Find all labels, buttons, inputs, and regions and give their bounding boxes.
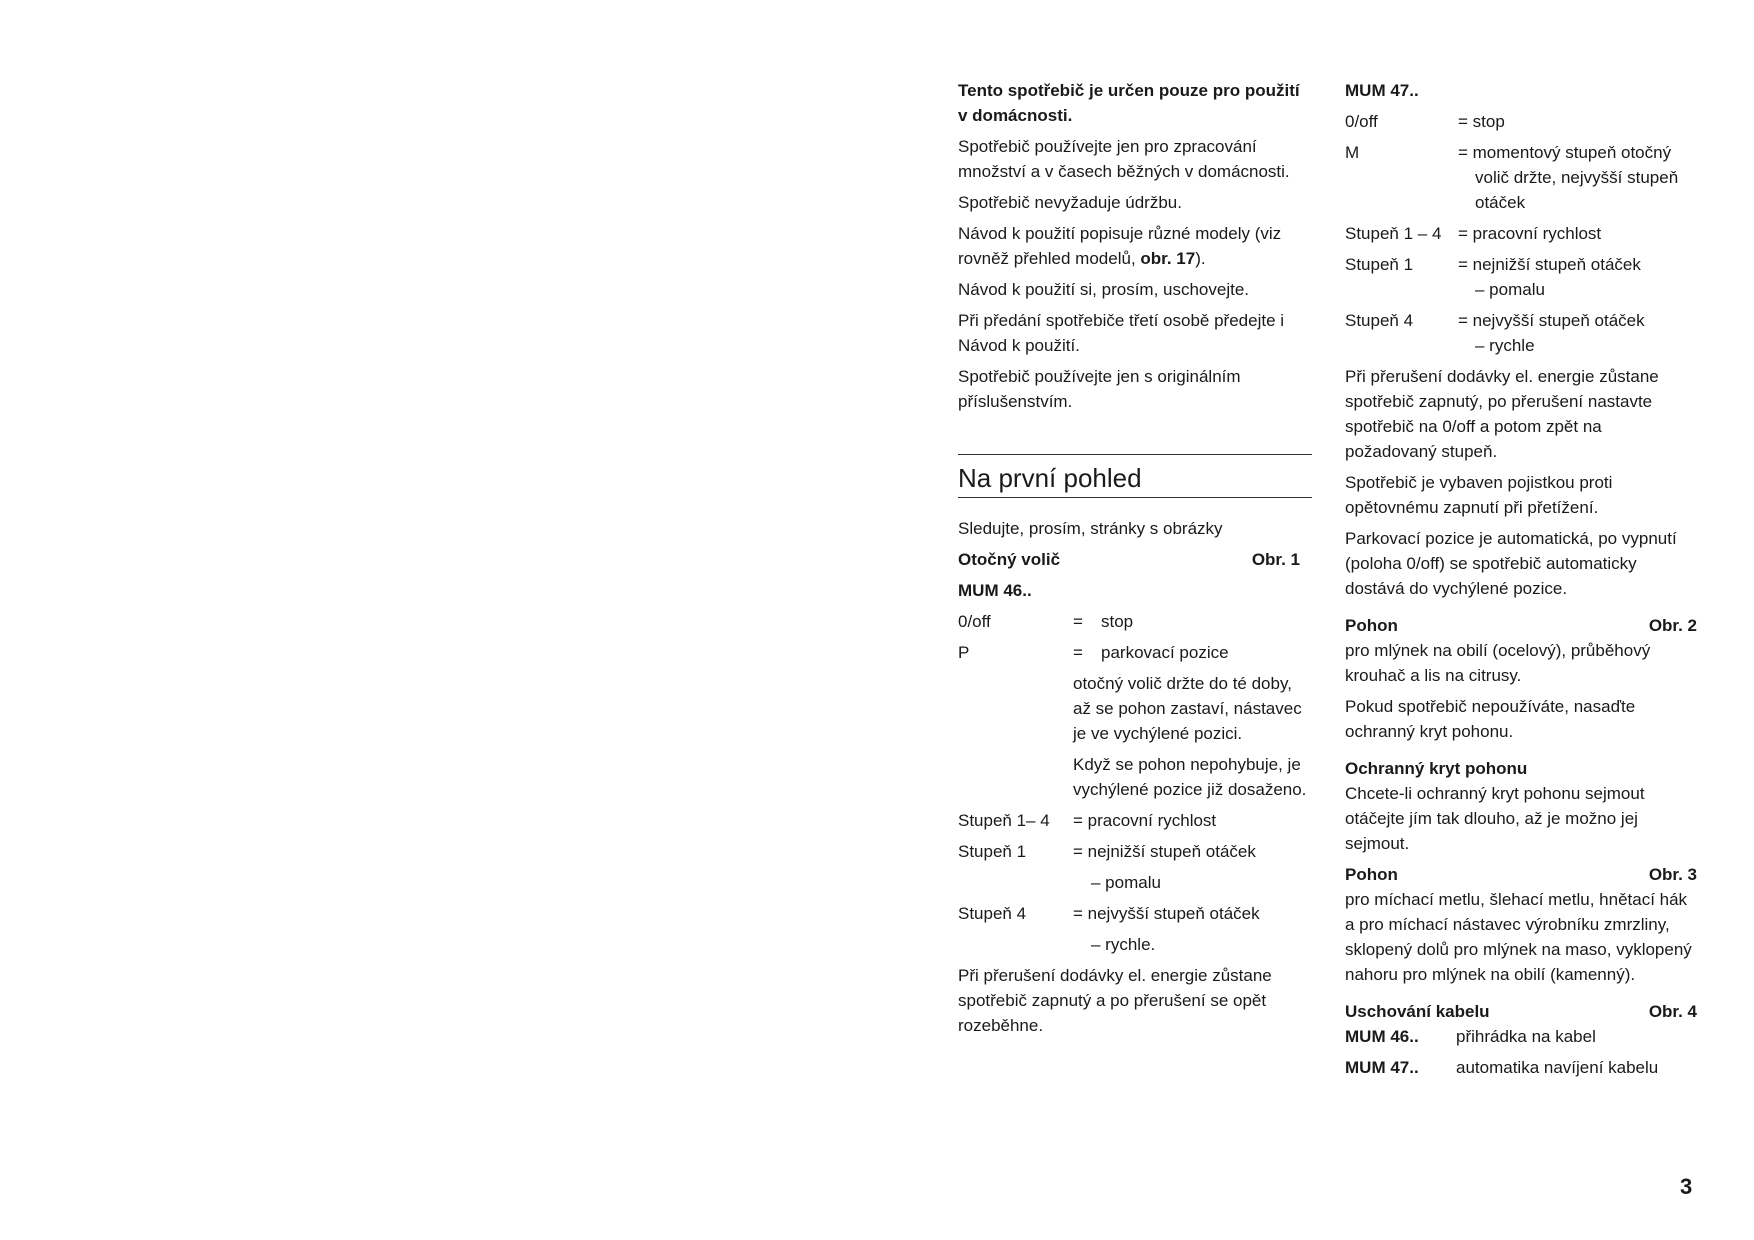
drive-heading bbox=[1345, 613, 1697, 638]
setting-row bbox=[1345, 109, 1697, 134]
figure-ref: Obr. 4 bbox=[1648, 1002, 1697, 1021]
cable-heading bbox=[1345, 999, 1697, 1024]
setting-value: = pracovní rychlost bbox=[1073, 811, 1217, 830]
drive-text: pro mlýnek na obilí (ocelový), průběhový krouhač a lis na citrusy. bbox=[1345, 641, 1651, 685]
protect-note: Spotřebič je vybaven pojistkou proti opětovnému zapnutí při přetížení. bbox=[1345, 473, 1613, 517]
intro-text: Návod k použití popisuje různé modely (viz rovněž přehled modelů, bbox=[958, 224, 1282, 268]
setting-value: = nejnižší stupeň otáček bbox=[1073, 842, 1256, 861]
setting-row bbox=[958, 640, 1312, 665]
intro-paragraph: Spotřebič používejte jen pro zpracování množství a v časech běžných v domácnosti. bbox=[958, 137, 1290, 181]
setting-key: Stupeň 1 – 4 bbox=[1345, 224, 1442, 243]
setting-key: Stupeň 1 bbox=[958, 842, 1027, 861]
drive-note: Pokud spotřebič nepoužíváte, nasaďte ochranný kryt pohonu. bbox=[1345, 697, 1636, 741]
cable-value: automatika navíjení kabelu bbox=[1456, 1058, 1659, 1077]
drive-label: Pohon bbox=[1345, 616, 1398, 635]
cover-text: Chcete-li ochranný kryt pohonu sejmout otáčejte jím tak dlouho, až je možno jej sejmout. bbox=[1345, 784, 1645, 853]
intro-paragraph: Při předání spotřebiče třetí osobě předejte i Návod k použití. bbox=[958, 311, 1285, 355]
intro-paragraph: Spotřebič nevyžaduje údržbu. bbox=[958, 193, 1182, 212]
setting-key: 0/off bbox=[1345, 112, 1378, 131]
model-label: MUM 47.. bbox=[1345, 81, 1419, 100]
setting-key: Stupeň 4 bbox=[958, 904, 1027, 923]
setting-value: = nejvyšší stupeň otáček bbox=[1073, 904, 1260, 923]
setting-row bbox=[958, 808, 1312, 833]
setting-row bbox=[1345, 252, 1697, 277]
setting-key: P bbox=[958, 643, 970, 662]
power-note: Při přerušení dodávky el. energie zůstane spotřebič zapnutý, po přerušení nastavte spotřebič na 0/off a potom zpět na požadovaný stupeň. bbox=[1345, 367, 1659, 461]
intro-text: ). bbox=[1195, 249, 1206, 268]
drive-heading bbox=[1345, 862, 1697, 887]
cable-value: přihrádka na kabel bbox=[1456, 1027, 1596, 1046]
cable-row bbox=[1345, 1055, 1697, 1080]
intro-paragraph bbox=[958, 221, 1312, 271]
figure-ref: Obr. 1 bbox=[1251, 550, 1300, 569]
setting-value: = momentový stupeň otočný bbox=[1458, 143, 1672, 162]
setting-key: 0/off bbox=[958, 612, 991, 631]
setting-value: = nejnižší stupeň otáček bbox=[1458, 255, 1641, 274]
setting-row bbox=[1345, 308, 1697, 333]
figure-ref: Obr. 3 bbox=[1648, 865, 1697, 884]
setting-row bbox=[958, 839, 1312, 864]
setting-value: = pracovní rychlost bbox=[1458, 224, 1602, 243]
setting-value: parkovací pozice bbox=[1101, 643, 1229, 662]
park-note: Parkovací pozice je automatická, po vypnutí (poloha 0/off) se spotřebič automaticky dostává do vychýlené pozice. bbox=[1345, 529, 1677, 598]
setting-sub: – pomalu bbox=[1091, 873, 1161, 892]
cable-label: Uschování kabelu bbox=[1345, 1002, 1490, 1021]
see-pages-text: Sledujte, prosím, stránky s obrázky bbox=[958, 519, 1223, 538]
right-column bbox=[1345, 78, 1697, 1086]
figure-ref: obr. 17 bbox=[1140, 249, 1196, 268]
setting-sub: – rychle bbox=[1475, 336, 1535, 355]
dial-heading bbox=[958, 547, 1312, 572]
setting-row bbox=[958, 609, 1312, 634]
setting-key: Stupeň 1– 4 bbox=[958, 811, 1050, 830]
setting-row bbox=[1345, 140, 1697, 165]
page-number: 3 bbox=[1680, 1174, 1693, 1199]
figure-ref: Obr. 2 bbox=[1648, 616, 1697, 635]
setting-value: stop bbox=[1101, 612, 1134, 631]
setting-row bbox=[1345, 221, 1697, 246]
setting-sub: – rychle. bbox=[1091, 935, 1156, 954]
cable-model: MUM 47.. bbox=[1345, 1058, 1419, 1077]
setting-eq: = bbox=[1073, 643, 1083, 662]
cable-model: MUM 46.. bbox=[1345, 1027, 1419, 1046]
setting-value: = nejvyšší stupeň otáček bbox=[1458, 311, 1645, 330]
setting-key: Stupeň 1 bbox=[1345, 255, 1414, 274]
left-column bbox=[958, 78, 1312, 1044]
setting-key: Stupeň 4 bbox=[1345, 311, 1414, 330]
intro-paragraph: Spotřebič používejte jen s originálním příslušenstvím. bbox=[958, 367, 1241, 411]
setting-value: = stop bbox=[1458, 112, 1505, 131]
setting-cont: volič držte, nejvyšší stupeň otáček bbox=[1475, 168, 1679, 212]
section-title: Na první pohled bbox=[958, 463, 1142, 493]
setting-key: M bbox=[1345, 143, 1360, 162]
setting-eq: = bbox=[1073, 612, 1083, 631]
setting-sub: – pomalu bbox=[1475, 280, 1545, 299]
cover-title: Ochranný kryt pohonu bbox=[1345, 759, 1528, 778]
intro-bold: Tento spotřebič je určen pouze pro použití v domácnosti. bbox=[958, 81, 1300, 125]
intro-paragraph: Návod k použití si, prosím, uschovejte. bbox=[958, 280, 1250, 299]
setting-row bbox=[958, 901, 1312, 926]
setting-note: otočný volič držte do té doby, až se pohon zastaví, nástavec je ve vychýlené pozici. bbox=[1073, 674, 1302, 743]
power-note: Při přerušení dodávky el. energie zůstane spotřebič zapnutý a po přerušení se opět rozeběhne. bbox=[958, 966, 1272, 1035]
setting-note: Když se pohon nepohybuje, je vychýlené pozice již dosaženo. bbox=[1073, 755, 1307, 799]
dial-label: Otočný volič bbox=[958, 550, 1061, 569]
cable-row bbox=[1345, 1024, 1697, 1049]
model-label: MUM 46.. bbox=[958, 581, 1032, 600]
drive-label: Pohon bbox=[1345, 865, 1398, 884]
drive-text: pro míchací metlu, šlehací metlu, hnětací hák a pro míchací nástavec výrobníku zmrzliny, sklopený dolů pro mlýnek na maso, vyklopený nahoru pro mlýnek na obilí (kamenný). bbox=[1345, 890, 1692, 984]
